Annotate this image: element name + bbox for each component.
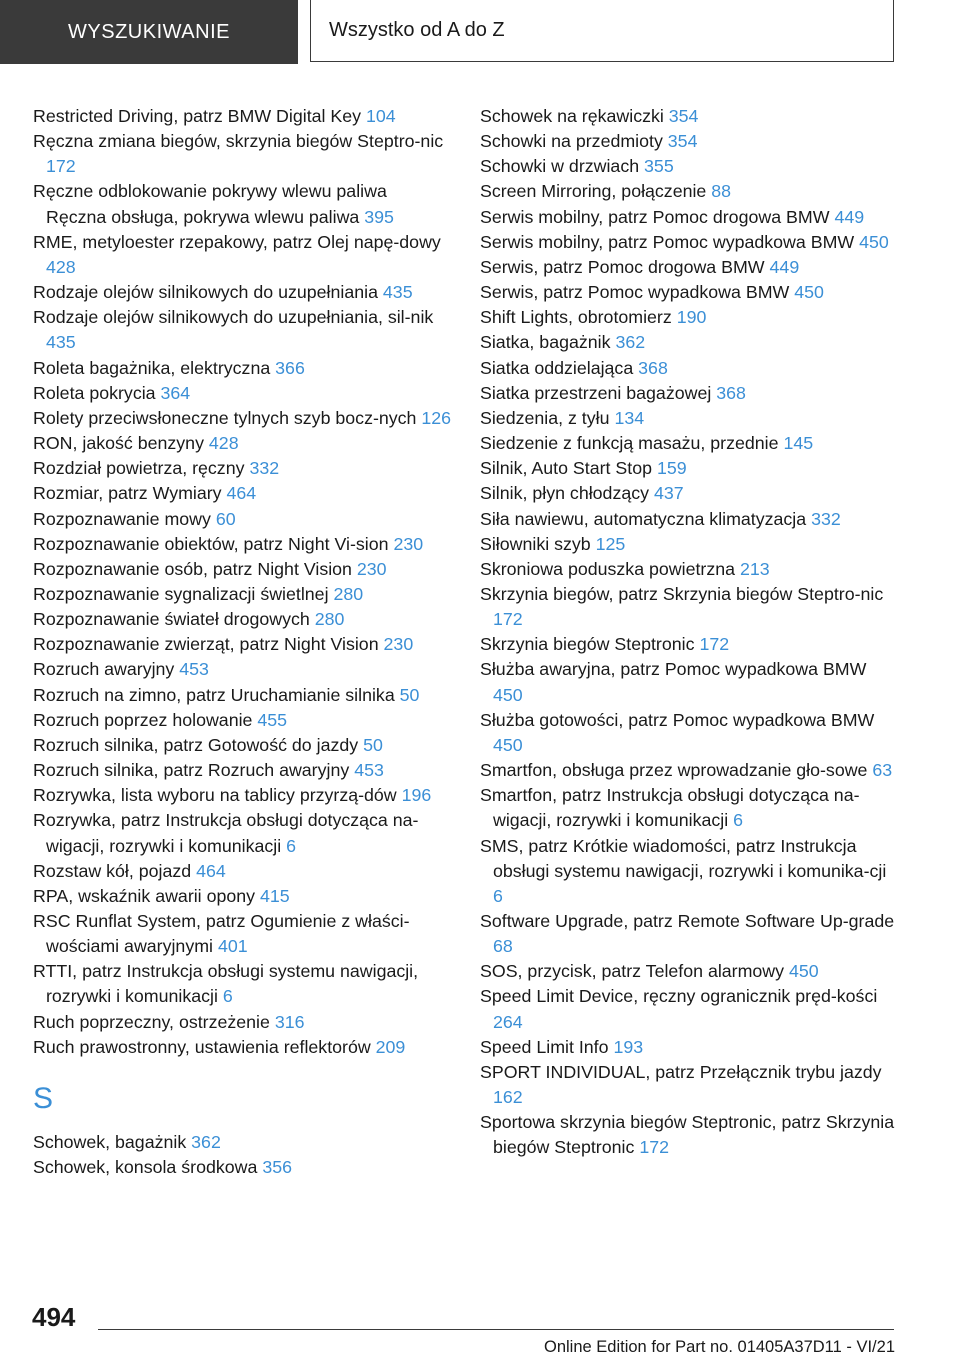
page-link[interactable]: 449 — [769, 256, 800, 277]
entry-term: Sportowa skrzynia biegów Steptronic, patrz Skrzynia biegów Steptronic — [480, 1112, 895, 1158]
entry-term: Ręczna zmiana biegów, skrzynia biegów Steptro-nic — [33, 131, 444, 152]
entry-term: Siatka przestrzeni bagażowej — [480, 382, 712, 403]
entry-term: Serwis mobilny, patrz Pomoc drogowa BMW — [480, 206, 830, 227]
page-link[interactable]: 464 — [226, 483, 257, 504]
index-entry — [480, 280, 900, 305]
index-entry — [480, 959, 900, 984]
index-entry — [480, 456, 900, 481]
entry-term: Rozdział powietrza, ręczny — [33, 458, 245, 479]
entry-term: Rozruch silnika, patrz Gotowość do jazdy — [33, 734, 359, 755]
entry-term: Serwis, patrz Pomoc wypadkowa BMW — [480, 282, 790, 303]
tab-search[interactable]: WYSZUKIWANIE — [0, 0, 298, 64]
page-link[interactable]: 368 — [716, 382, 746, 403]
entry-term: Służba awaryjna, patrz Pomoc wypadkowa BMW — [480, 659, 867, 680]
index-entry — [480, 532, 900, 557]
entry-term: Software Upgrade, patrz Remote Software Up-grade — [480, 911, 895, 931]
index-entry — [33, 708, 453, 733]
page-link[interactable]: 50 — [363, 734, 383, 755]
entry-term: Rozpoznawanie sygnalizacji świetlnej — [33, 583, 329, 604]
page-link[interactable]: 126 — [421, 407, 452, 428]
index-entry — [33, 733, 453, 758]
page-link[interactable]: 6 — [286, 835, 297, 856]
index-entry — [480, 431, 900, 456]
entry-term: Rozrywka, patrz Instrukcja obsługi dotycząca na-wigacji, rozrywki i komunikacji — [33, 810, 419, 856]
index-list-s-start — [33, 1130, 453, 1180]
index-entry — [480, 154, 900, 179]
index-entry — [33, 104, 453, 129]
entry-term: Schowek, bagażnik — [33, 1131, 187, 1152]
index-entry — [480, 230, 900, 255]
index-entry — [480, 205, 900, 230]
page-link[interactable]: 88 — [711, 181, 732, 202]
index-entry — [33, 632, 453, 657]
page-link[interactable]: 172 — [493, 609, 523, 630]
entry-term: Smartfon, obsługa przez wprowadzanie gło-sowe — [480, 760, 868, 781]
section-letter: S — [33, 1081, 54, 1115]
entry-term: Speed Limit Info — [480, 1036, 609, 1057]
page-link[interactable]: 354 — [668, 106, 699, 126]
entry-term: Skroniowa poduszka powietrzna — [480, 558, 736, 579]
index-entry — [480, 557, 900, 582]
entry-term: Shift Lights, obrotomierz — [480, 307, 672, 328]
page-link[interactable]: 355 — [644, 156, 674, 177]
index-entry — [33, 179, 453, 204]
entry-term: Rozruch poprzez holowanie — [33, 709, 253, 730]
index-entry — [33, 557, 453, 582]
index-entry — [33, 683, 453, 708]
entry-term: Rozruch awaryjny — [33, 659, 175, 680]
index-entry — [33, 305, 453, 355]
index-entry — [33, 129, 453, 179]
page-link[interactable]: 450 — [859, 231, 889, 252]
page-link[interactable]: 63 — [872, 760, 893, 781]
page-link[interactable]: 6 — [222, 986, 233, 1007]
page-link[interactable]: 172 — [639, 1137, 669, 1158]
entry-term: Skrzynia biegów, patrz Skrzynia biegów Steptro-nic — [480, 583, 884, 604]
index-entry — [33, 783, 453, 808]
page-link[interactable]: 450 — [493, 684, 523, 705]
page-link[interactable]: 368 — [638, 357, 668, 378]
entry-term: Roleta bagażnika, elektryczna — [33, 357, 271, 378]
entry-term: Siatka, bagażnik — [480, 332, 611, 353]
index-entry — [33, 959, 453, 1009]
page-link[interactable]: 332 — [811, 508, 841, 529]
entry-term: RPA, wskaźnik awarii opony — [33, 885, 256, 906]
page-link[interactable]: 450 — [789, 961, 819, 982]
entry-term: Screen Mirroring, połączenie — [480, 181, 707, 202]
index-entry — [33, 1035, 453, 1060]
entry-term: Rozpoznawanie obiektów, patrz Night Vi-sion — [33, 533, 389, 554]
index-entry — [33, 406, 453, 431]
entry-term: Rozrywka, lista wyboru na tablicy przyrzą-dów — [33, 785, 397, 806]
index-entry — [33, 205, 453, 230]
entry-term: Siłowniki szyb — [480, 533, 591, 554]
tab-a-to-z[interactable]: Wszystko od A do Z — [310, 0, 894, 62]
entry-term: Smartfon, patrz Instrukcja obsługi dotycząca na-wigacji, rozrywki i komunikacji — [480, 785, 860, 831]
entry-term: RME, metyloester rzepakowy, patrz Olej napę-dowy — [33, 231, 441, 252]
entry-term: RTTI, patrz Instrukcja obsługi systemu nawigacji, rozrywki i komunikacji — [33, 961, 419, 1007]
entry-term: Siła nawiewu, automatyczna klimatyzacja — [480, 508, 807, 529]
page-link[interactable]: 209 — [375, 1036, 406, 1057]
index-entry — [33, 582, 453, 607]
page-link[interactable]: 395 — [364, 206, 394, 227]
index-entry — [480, 1110, 900, 1160]
index-column-left — [33, 104, 453, 1180]
entry-term: Rodzaje olejów silnikowych do uzupełniania, sil-nik — [33, 307, 434, 328]
index-entry — [480, 381, 900, 406]
index-entry — [33, 532, 453, 557]
page-link[interactable]: 316 — [274, 1011, 305, 1032]
page-link[interactable]: 280 — [314, 609, 345, 630]
index-entry — [480, 657, 900, 707]
index-entry — [33, 1010, 453, 1035]
index-entry — [480, 909, 900, 959]
entry-term: SPORT INDIVIDUAL, patrz Przełącznik trybu jazdy — [480, 1061, 882, 1082]
index-entry — [480, 179, 900, 204]
entry-term: Serwis, patrz Pomoc drogowa BMW — [480, 256, 765, 277]
page-link[interactable]: 366 — [275, 357, 305, 378]
index-entry — [33, 230, 453, 280]
index-entry — [480, 632, 900, 657]
index-list-s — [480, 104, 900, 1161]
page-link[interactable]: 401 — [217, 936, 248, 957]
index-entry — [33, 607, 453, 632]
entry-term: Ręczna obsługa, pokrywa wlewu paliwa — [46, 206, 360, 227]
page-link[interactable]: 362 — [191, 1131, 221, 1152]
footer-edition: Online Edition for Part no. 01405A37D11 - VI/21 — [544, 1338, 895, 1356]
page-link[interactable]: 159 — [656, 458, 687, 479]
page-link[interactable]: 435 — [382, 282, 413, 303]
page-link[interactable]: 6 — [733, 810, 744, 831]
page-link[interactable]: 435 — [46, 332, 76, 353]
entry-term: Ruch prawostronny, ustawienia reflektorów — [33, 1036, 371, 1057]
entry-term: Skrzynia biegów Steptronic — [480, 634, 695, 655]
entry-term: Silnik, płyn chłodzący — [480, 483, 650, 504]
entry-term: Rozruch silnika, patrz Rozruch awaryjny — [33, 760, 350, 781]
header-tabs — [0, 0, 960, 66]
index-entry — [33, 456, 453, 481]
index-column-right — [480, 104, 900, 1161]
index-entry — [33, 808, 453, 858]
index-entry — [480, 406, 900, 431]
index-entry — [480, 1035, 900, 1060]
page-link[interactable]: 50 — [399, 684, 420, 705]
index-entry — [33, 1130, 453, 1155]
entry-term: Speed Limit Device, ręczny ogranicznik pręd-kości — [480, 986, 878, 1007]
index-entry — [480, 481, 900, 506]
index-entry — [33, 1155, 453, 1180]
page-link[interactable]: 280 — [333, 583, 364, 604]
index-entry — [480, 834, 900, 909]
page-link[interactable]: 230 — [383, 634, 414, 655]
entry-term: Serwis mobilny, patrz Pomoc wypadkowa BMW — [480, 231, 855, 252]
index-entry — [480, 507, 900, 532]
index-entry — [480, 1060, 900, 1110]
entry-term: Rozruch na zimno, patrz Uruchamianie silnika — [33, 684, 395, 705]
page-link[interactable]: 213 — [739, 558, 770, 579]
page-link[interactable]: 60 — [215, 508, 236, 529]
entry-term: Silnik, Auto Start Stop — [480, 458, 652, 479]
index-entry — [33, 909, 453, 959]
entry-term: SOS, przycisk, patrz Telefon alarmowy — [480, 961, 785, 982]
entry-term: Rozpoznawanie mowy — [33, 508, 211, 529]
entry-term: Ruch poprzeczny, ostrzeżenie — [33, 1011, 270, 1032]
page-link[interactable]: 449 — [834, 206, 865, 227]
page-link[interactable]: 196 — [401, 785, 432, 806]
index-entry — [480, 356, 900, 381]
page-link[interactable]: 134 — [614, 407, 645, 428]
page-link[interactable]: 415 — [259, 885, 290, 906]
page-link[interactable]: 264 — [493, 1011, 523, 1032]
page-link[interactable]: 6 — [493, 885, 503, 906]
page-link[interactable]: 464 — [196, 860, 226, 881]
page-link[interactable]: 428 — [208, 433, 239, 454]
index-entry — [33, 381, 453, 406]
entry-term: Siatka oddzielająca — [480, 357, 634, 378]
entry-term: Schowek na rękawiczki — [480, 106, 664, 126]
page-link[interactable]: 125 — [595, 533, 626, 554]
entry-term: RSC Runflat System, patrz Ogumienie z właści-wościami awaryjnymi — [33, 911, 410, 957]
entry-term: Rodzaje olejów silnikowych do uzupełniania — [33, 282, 378, 303]
page-link[interactable]: 453 — [354, 760, 384, 781]
entry-term: Siedzenia, z tyłu — [480, 407, 610, 428]
index-entry — [33, 859, 453, 884]
index-entry — [33, 356, 453, 381]
index-entry — [33, 507, 453, 532]
page-link[interactable]: 437 — [653, 483, 684, 504]
page-link[interactable]: 356 — [262, 1157, 292, 1178]
page-link[interactable]: 172 — [46, 156, 76, 177]
entry-term: Ręczne odblokowanie pokrywy wlewu paliwa — [33, 181, 387, 202]
page-link[interactable]: 362 — [615, 332, 646, 353]
index-entry — [480, 708, 900, 758]
page-link[interactable]: 453 — [179, 659, 209, 680]
index-entry — [33, 758, 453, 783]
page-link[interactable]: 230 — [393, 533, 424, 554]
page-link[interactable]: 364 — [160, 382, 191, 403]
page-link[interactable]: 450 — [794, 282, 824, 303]
entry-term: Schowek, konsola środkowa — [33, 1157, 258, 1178]
page-link[interactable]: 172 — [699, 634, 730, 655]
entry-term: Rozpoznawanie osób, patrz Night Vision — [33, 558, 352, 579]
page-link[interactable]: 332 — [249, 458, 280, 479]
page-link[interactable]: 145 — [783, 433, 814, 454]
entry-term: Rozmiar, patrz Wymiary — [33, 483, 222, 504]
page-link[interactable]: 428 — [46, 256, 76, 277]
index-entry — [480, 582, 900, 632]
page-link[interactable]: 68 — [493, 936, 513, 957]
index-list-r — [33, 104, 453, 1060]
index-entry — [480, 305, 900, 330]
index-entry — [480, 758, 900, 783]
entry-term: Rozstaw kół, pojazd — [33, 860, 192, 881]
entry-term: RON, jakość benzyny — [33, 433, 204, 454]
index-entry — [480, 984, 900, 1034]
page-link[interactable]: 450 — [493, 734, 523, 755]
page-link[interactable]: 193 — [613, 1036, 644, 1057]
entry-term: Rozpoznawanie świateł drogowych — [33, 609, 310, 630]
entry-term: Schowki w drzwiach — [480, 156, 640, 177]
page-link[interactable]: 190 — [676, 307, 707, 328]
page-link[interactable]: 162 — [493, 1087, 523, 1108]
index-entry — [33, 481, 453, 506]
index-entry — [480, 255, 900, 280]
entry-term: Schowki na przedmioty — [480, 131, 663, 152]
index-entry — [480, 330, 900, 355]
entry-term: Siedzenie z funkcją masażu, przednie — [480, 433, 779, 454]
index-entry — [33, 657, 453, 682]
footer-divider — [98, 1329, 894, 1330]
page-number: 494 — [32, 1302, 76, 1332]
index-entry — [33, 280, 453, 305]
entry-term: SMS, patrz Krótkie wiadomości, patrz Instrukcja obsługi systemu nawigacji, rozrywki i komunika-cji — [480, 835, 887, 881]
index-entry — [33, 884, 453, 909]
entry-term: Roleta pokrycia — [33, 382, 156, 403]
index-entry — [480, 129, 900, 154]
entry-term: Restricted Driving, patrz BMW Digital Key — [33, 106, 362, 126]
entry-term: Rozpoznawanie zwierząt, patrz Night Vision — [33, 634, 379, 655]
entry-term: Rolety przeciwsłoneczne tylnych szyb bocz-nych — [33, 407, 417, 428]
index-entry — [480, 783, 900, 833]
index-entry — [480, 104, 900, 129]
page-link[interactable]: 354 — [667, 131, 698, 152]
index-entry — [33, 431, 453, 456]
entry-term: Służba gotowości, patrz Pomoc wypadkowa BMW — [480, 709, 875, 730]
page-link[interactable]: 104 — [366, 106, 396, 126]
page-link[interactable]: 455 — [257, 709, 288, 730]
page-link[interactable]: 230 — [356, 558, 387, 579]
